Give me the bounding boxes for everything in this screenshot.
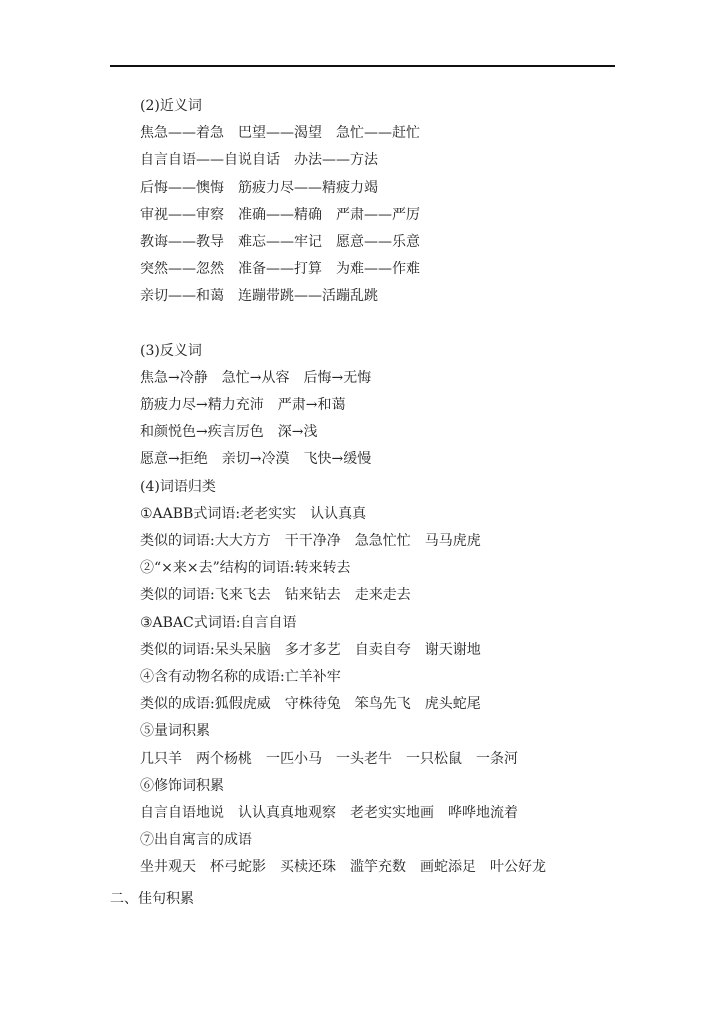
text-line: 类似的词语:呆头呆脑 多才多艺 自卖自夸 谢天谢地 <box>140 641 481 658</box>
text-line: 类似的词语:飞来飞去 钻来钻去 走来走去 <box>140 587 411 604</box>
text-line: ⑤量词积累 <box>140 723 210 740</box>
text-line: ⑥修饰词积累 <box>140 777 224 794</box>
text-line: ②“×来×去”结构的词语:转来转去 <box>140 560 351 577</box>
text-line: ⑦出自寓言的成语 <box>140 832 252 849</box>
text-line: 教诲——教导 难忘——牢记 愿意——乐意 <box>140 233 420 250</box>
text-line: (3)反义词 <box>140 342 202 359</box>
text-line: 和颜悦色→疾言厉色 深→浅 <box>140 424 318 441</box>
document-body <box>140 93 660 881</box>
text-line: 筋疲力尽→精力充沛 严肃→和蔼 <box>140 397 346 414</box>
text-line: 几只羊 两个杨桃 一匹小马 一头老牛 一只松鼠 一条河 <box>140 750 518 767</box>
text-line: 审视——审察 准确——精确 严肃——严厉 <box>140 206 420 223</box>
text-line: 自言自语地说 认认真真地观察 老老实实地画 哗哗地流着 <box>140 804 518 821</box>
text-line: 类似的词语:大大方方 干干净净 急急忙忙 马马虎虎 <box>140 533 481 549</box>
text-line: 愿意→拒绝 亲切→冷漠 飞快→缓慢 <box>140 451 372 468</box>
text-line: 坐井观天 杯弓蛇影 买椟还珠 滥竽充数 画蛇添足 叶公好龙 <box>140 859 546 876</box>
text-line: 焦急→冷静 急忙→从容 后悔→无悔 <box>140 369 372 386</box>
text-line: 后悔——懊悔 筋疲力尽——精疲力竭 <box>140 179 378 196</box>
text-line: 亲切——和蔼 连蹦带跳——活蹦乱跳 <box>140 288 378 305</box>
text-line: ①AABB式词语:老老实实 认认真真 <box>140 505 367 522</box>
section-heading: 二、佳句积累 <box>110 891 194 907</box>
text-line: 自言自语——自说自话 办法——方法 <box>140 152 378 169</box>
text-line: 突然——忽然 准备——打算 为难——作难 <box>140 261 420 278</box>
header-rule <box>110 65 615 67</box>
text-line: ③ABAC式词语:自言自语 <box>140 614 297 631</box>
text-line: 类似的成语:狐假虎威 守株待兔 笨鸟先飞 虎头蛇尾 <box>140 696 481 713</box>
text-line: (4)词语归类 <box>140 478 216 495</box>
text-line: (2)近义词 <box>140 98 202 114</box>
text-line: ④含有动物名称的成语:亡羊补牢 <box>140 668 341 685</box>
blank-line <box>140 311 660 338</box>
text-line: 焦急——着急 巴望——渴望 急忙——赶忙 <box>140 125 420 142</box>
